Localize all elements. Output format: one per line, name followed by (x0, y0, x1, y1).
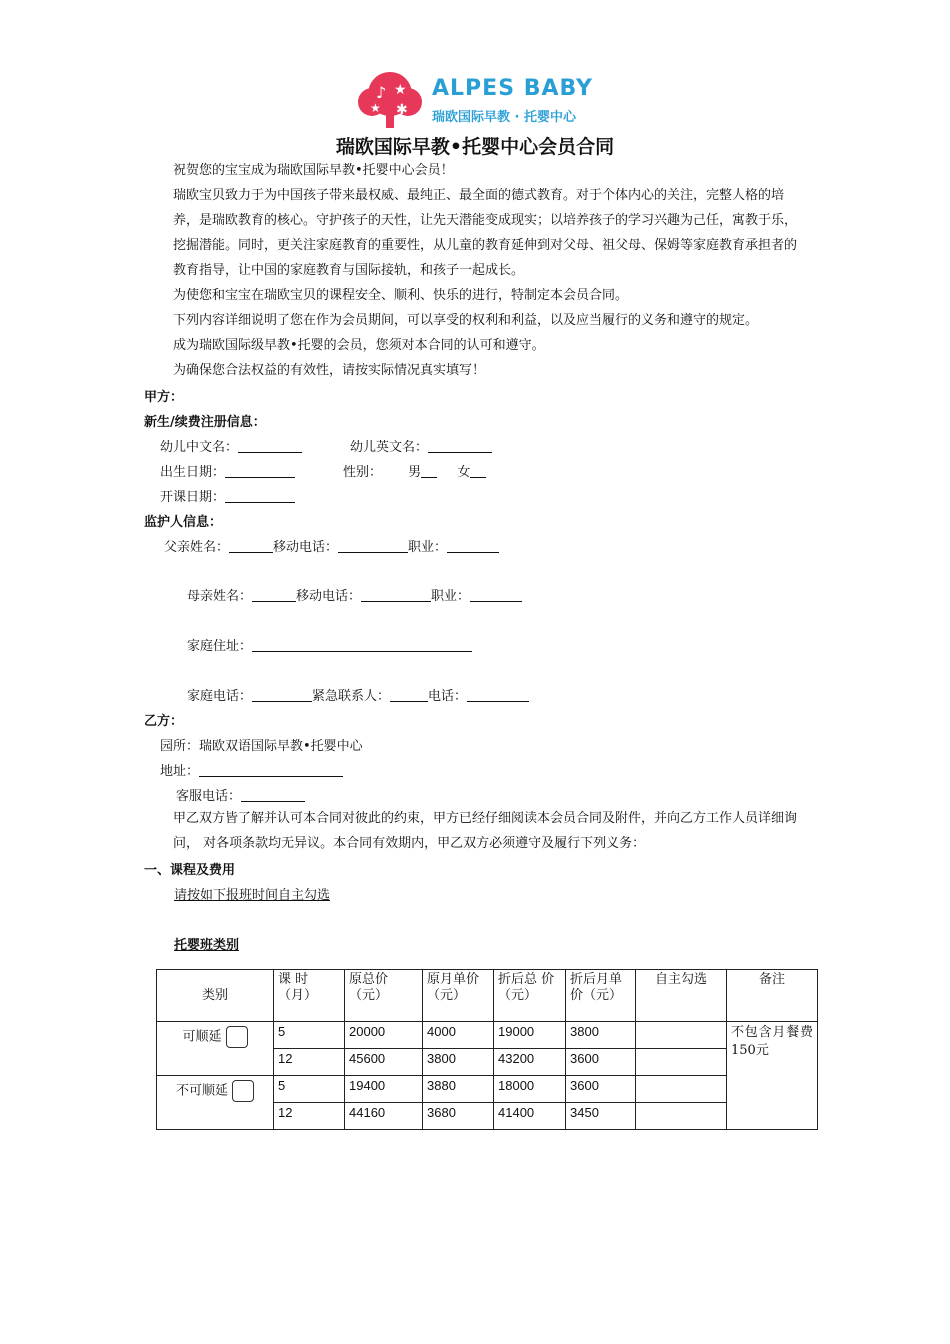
male-field[interactable] (421, 463, 437, 478)
table-header-row (157, 970, 818, 1022)
cell-self-select[interactable] (636, 1022, 727, 1049)
home-phone-row (187, 685, 529, 704)
father-row (164, 536, 499, 555)
party-b-heading: 乙方： (144, 714, 184, 729)
mother-job-field[interactable] (470, 587, 522, 602)
intro-p5: 成为瑞欧国际级早教•托婴的会员，您须对本合同的认可和遵守。 (173, 338, 545, 353)
cell-disc-total: 18000 (494, 1076, 566, 1103)
group-label-cell (157, 1022, 274, 1076)
school-name: 园所：瑞欧双语国际早教•托婴中心 (160, 739, 363, 754)
cell-self-select[interactable] (636, 1076, 727, 1103)
cell-months: 5 (274, 1022, 345, 1049)
agreement (158, 806, 808, 856)
header-self-select: 自主勾选 (636, 970, 727, 1022)
gender-row (343, 461, 486, 480)
cell-disc-total: 19000 (494, 1022, 566, 1049)
father-job-label: 职业： (408, 540, 448, 555)
cell-orig-monthly: 3880 (423, 1076, 494, 1103)
emergency-field[interactable] (390, 687, 428, 702)
logo-tree-icon (350, 68, 430, 132)
mother-mobile-label: 移动电话： (296, 589, 362, 604)
table-row (157, 1022, 818, 1049)
mother-mobile-field[interactable] (361, 587, 431, 602)
service-phone-label: 客服电话： (176, 789, 242, 804)
registration-heading: 新生/续费注册信息： (144, 415, 266, 430)
service-phone-field[interactable] (241, 787, 305, 802)
emergency-label: 紧急联系人： (312, 689, 391, 704)
header-months: 课 时（月） (274, 970, 345, 1022)
mother-name-field[interactable] (252, 587, 296, 602)
intro-p4: 下列内容详细说明了您在作为会员期间，可以享受的权利和利益，以及应当履行的义务和遵守的规定。 (173, 313, 759, 328)
father-job-field[interactable] (447, 538, 499, 553)
mother-label: 母亲姓名： (187, 589, 253, 604)
school-address-field[interactable] (199, 762, 343, 777)
table-title: 托婴班类别 (174, 938, 240, 953)
father-mobile-label: 移动电话： (273, 540, 339, 555)
cell-disc-monthly: 3800 (566, 1022, 636, 1049)
cell-months: 12 (274, 1049, 345, 1076)
svg-text:★: ★ (370, 101, 381, 115)
cell-remark: 不包含月餐费 150元 (727, 1022, 818, 1130)
father-label: 父亲姓名： (164, 540, 230, 555)
cell-self-select[interactable] (636, 1049, 727, 1076)
child-en-field[interactable] (428, 438, 492, 453)
group-label: 可顺延 (182, 1029, 222, 1045)
child-cn-label: 幼儿中文名： (160, 440, 239, 455)
home-phone-label: 家庭电话： (187, 689, 253, 704)
mother-job-label: 职业： (431, 589, 471, 604)
female-label: 女 (457, 465, 471, 480)
birth-field[interactable] (225, 463, 295, 478)
male-label: 男 (408, 465, 422, 480)
svg-text:✱: ✱ (396, 102, 408, 118)
emergency-phone-label: 电话： (428, 689, 468, 704)
intro (158, 158, 808, 383)
cell-orig-monthly: 3800 (423, 1049, 494, 1076)
female-field[interactable] (470, 463, 486, 478)
child-en-label: 幼儿英文名： (350, 440, 429, 455)
child-en-row (350, 436, 492, 455)
home-address-label: 家庭住址： (187, 639, 253, 654)
cell-disc-monthly: 3600 (566, 1076, 636, 1103)
intro-p1: 祝贺您的宝宝成为瑞欧国际早教•托婴中心会员！ (173, 163, 454, 178)
guardian-heading: 监护人信息： (144, 515, 223, 530)
birth-row (160, 461, 295, 480)
fee-table (156, 969, 818, 1130)
header-disc-total: 折后总 价（元） (494, 970, 566, 1022)
cell-months: 5 (274, 1076, 345, 1103)
table-row (157, 1076, 818, 1103)
section1-note: 请按如下报班时间自主勾选 (174, 888, 331, 903)
cell-orig-total: 19400 (345, 1076, 423, 1103)
start-row (160, 486, 295, 505)
cell-disc-monthly: 3600 (566, 1049, 636, 1076)
party-a-heading: 甲方： (144, 390, 184, 405)
service-phone-row (176, 785, 305, 804)
checkbox-extendable[interactable] (226, 1026, 248, 1048)
cell-months: 12 (274, 1103, 345, 1130)
header-orig-monthly: 原月单价（元） (423, 970, 494, 1022)
page-title: 瑞欧国际早教•托婴中心会员合同 (335, 136, 615, 158)
birth-label: 出生日期： (160, 465, 226, 480)
group-label-cell (157, 1076, 274, 1130)
gender-label: 性别： (343, 465, 383, 480)
cell-orig-total: 45600 (345, 1049, 423, 1076)
logo-subtitle: 瑞欧国际早教 · 托婴中心 (432, 110, 576, 125)
agreement-text: 甲乙双方皆了解并认可本合同对彼此的约束，甲方已经仔细阅读本会员合同及附件，并向乙方工作人员详细询问， 对各项条款均无异议。本合同有效期内，甲乙双方必须遵守及履行下列义务： (173, 811, 798, 851)
logo-brand: ALPES BABY (432, 76, 593, 101)
cell-orig-total: 44160 (345, 1103, 423, 1130)
school-address-label: 地址： (160, 764, 200, 779)
checkbox-non-extendable[interactable] (232, 1080, 254, 1102)
father-mobile-field[interactable] (338, 538, 408, 553)
emergency-phone-field[interactable] (467, 687, 529, 702)
cell-disc-total: 43200 (494, 1049, 566, 1076)
intro-p3: 为使您和宝宝在瑞欧宝贝的课程安全、顺利、快乐的进行，特制定本会员合同。 (173, 288, 629, 303)
mother-row (187, 585, 522, 604)
school-address-row (160, 760, 343, 779)
cell-orig-total: 20000 (345, 1022, 423, 1049)
cell-disc-total: 41400 (494, 1103, 566, 1130)
svg-text:♪: ♪ (376, 83, 387, 102)
intro-p6: 为确保您合法权益的有效性，请按实际情况真实填写！ (173, 363, 486, 378)
cell-orig-monthly: 4000 (423, 1022, 494, 1049)
cell-disc-monthly: 3450 (566, 1103, 636, 1130)
header-disc-monthly: 折后月单价（元） (566, 970, 636, 1022)
intro-p2: 瑞欧宝贝致力于为中国孩子带来最权威、最纯正、最全面的德式教育。对于个体内心的关注，完整人格的培养，是瑞欧教育的核心。守护孩子的天性，让先天潜能变成现实；以培养孩子的学习兴趣为己任，寓教于乐，挖掘潜能。同时，更关注家庭教育的重要性，从儿童的教育延伸到对父母、祖父母、保姆等家庭教育承担者的教育指导，让中国的家庭教育与国际接轨，和孩子一起成长。 (173, 188, 798, 278)
start-label: 开课日期： (160, 490, 226, 505)
father-name-field[interactable] (229, 538, 273, 553)
logo (350, 68, 620, 132)
child-cn-row (160, 436, 302, 455)
header-category: 类别 (157, 970, 274, 1022)
home-address-field[interactable] (252, 637, 472, 652)
header-remark: 备注 (727, 970, 818, 1022)
group-label: 不可顺延 (175, 1083, 228, 1099)
child-cn-field[interactable] (238, 438, 302, 453)
svg-text:★: ★ (394, 82, 407, 98)
section1-heading: 一、课程及费用 (144, 863, 236, 878)
address-row (187, 635, 472, 654)
home-phone-field[interactable] (252, 687, 312, 702)
cell-orig-monthly: 3680 (423, 1103, 494, 1130)
cell-self-select[interactable] (636, 1103, 727, 1130)
start-field[interactable] (225, 488, 295, 503)
header-orig-total: 原总价（元） (345, 970, 423, 1022)
